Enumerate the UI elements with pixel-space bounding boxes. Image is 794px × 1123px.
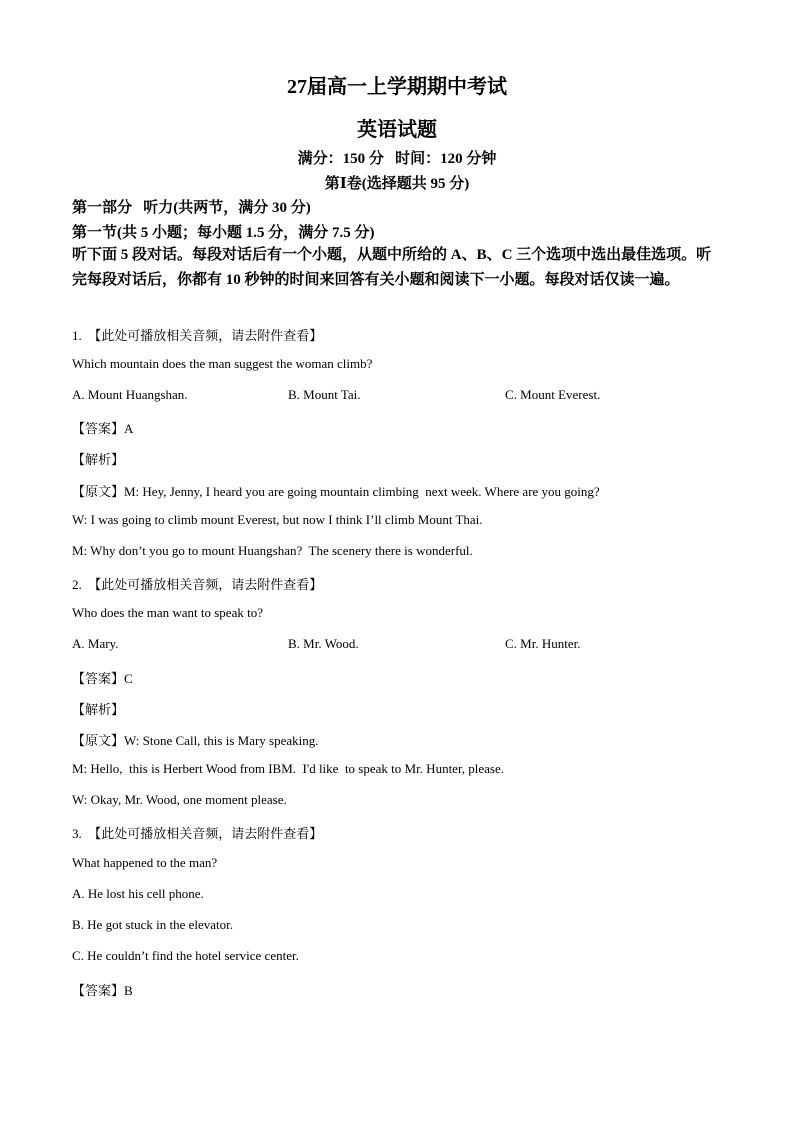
question-2-number: 2. 【此处可播放相关音频，请去附件查看】	[72, 577, 323, 592]
q1-option-c: C. Mount Everest.	[505, 387, 601, 402]
q1-transcript-line-3: M: Why don’t you go to mount Huangshan? The scenery there is wonderful.	[72, 543, 473, 558]
instructions-paragraph: 听下面 5 段对话。每段对话后有一个小题，从题中所给的 A、B、C 三个选项中选出最佳选项。听完每段对话后，你都有 10 秒钟的时间来回答有关小题和阅读下一小题。每段对话仅读一遍。	[72, 247, 712, 288]
q2-transcript-line-2: M: Hello, this is Herbert Wood from IBM. I'd like to speak to Mr. Hunter, please.	[72, 761, 504, 776]
q3-option-c: C. He couldn’t find the hotel service center.	[72, 948, 299, 963]
question-1-number: 1. 【此处可播放相关音频，请去附件查看】	[72, 328, 323, 343]
q2-transcript-line-3: W: Okay, Mr. Wood, one moment please.	[72, 792, 287, 807]
exam-title: 27届高一上学期期中考试	[287, 76, 507, 98]
q1-answer: 【答案】A	[72, 421, 134, 436]
q2-option-a: A. Mary.	[72, 636, 119, 651]
q2-option-c: C. Mr. Hunter.	[505, 636, 581, 651]
q1-option-a: A. Mount Huangshan.	[72, 387, 188, 402]
q1-analysis-label: 【解析】	[72, 452, 125, 467]
part1-heading: 第一部分 听力(共两节，满分 30 分)	[72, 200, 311, 216]
q2-answer: 【答案】C	[72, 671, 133, 686]
q2-analysis-label: 【解析】	[72, 702, 125, 717]
subject-title: 英语试题	[357, 119, 437, 141]
q2-option-b: B. Mr. Wood.	[288, 636, 359, 651]
score-time-info: 满分：150 分 时间：120 分钟	[297, 151, 497, 167]
section1-heading: 第一节(共 5 小题；每小题 1.5 分，满分 7.5 分)	[72, 225, 375, 241]
q1-option-b: B. Mount Tai.	[288, 387, 361, 402]
question-3-text: What happened to the man?	[72, 855, 218, 870]
question-2-text: Who does the man want to speak to?	[72, 605, 263, 620]
q1-transcript-line-1: 【原文】M: Hey, Jenny, I heard you are going mountain climbing next week. Where are you going?	[72, 484, 600, 499]
q3-option-a: A. He lost his cell phone.	[72, 886, 204, 901]
question-1-text: Which mountain does the man suggest the woman climb?	[72, 356, 373, 371]
q3-answer: 【答案】B	[72, 983, 133, 998]
q1-transcript-line-2: W: I was going to climb mount Everest, but now I think I’ll climb Mount Thai.	[72, 512, 483, 527]
q2-transcript-line-1: 【原文】W: Stone Call, this is Mary speaking.	[72, 733, 319, 748]
q3-option-b: B. He got stuck in the elevator.	[72, 917, 234, 932]
question-3-number: 3. 【此处可播放相关音频，请去附件查看】	[72, 826, 323, 841]
volume-heading: 第Ⅰ卷(选择题共 95 分)	[324, 176, 470, 192]
